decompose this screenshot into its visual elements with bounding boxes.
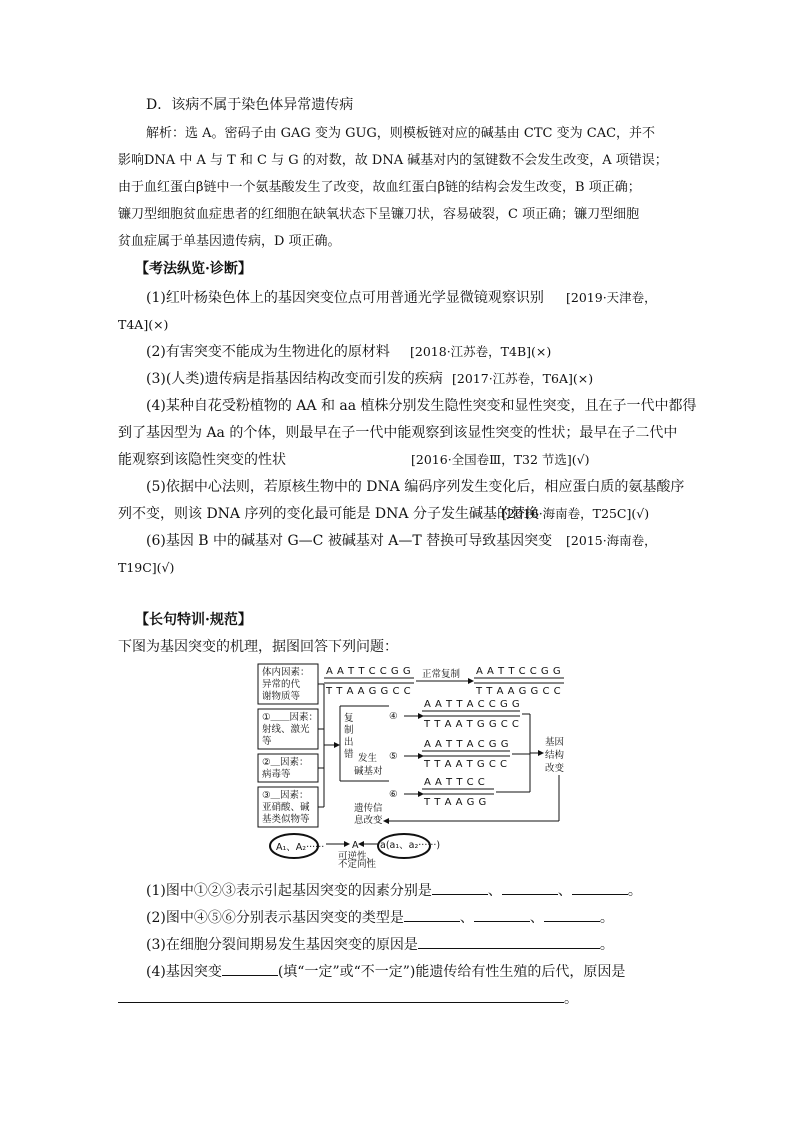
q4-blank-2[interactable] bbox=[118, 988, 564, 1003]
box1-line3: 谢物质等 bbox=[262, 691, 301, 702]
q4-mid: (填“一定”或“不一定”)能遗传给有性生殖的后代，原因是 bbox=[277, 964, 626, 980]
analysis-line-5: 贫血症属于单基因遗传病，D 项正确。 bbox=[118, 234, 341, 249]
normal-replication-label: 正常复制 bbox=[422, 669, 461, 680]
question-4 bbox=[146, 961, 625, 982]
rep-error-1: 复 bbox=[344, 713, 354, 724]
option-d: D．该病不属于染色体异常遗传病 bbox=[146, 97, 354, 113]
m4-top-strand: A A T T A C C G G bbox=[424, 699, 521, 710]
orig-bottom-strand: T T A A G G C C bbox=[326, 686, 412, 697]
m6-top-strand: A A T T C C bbox=[424, 777, 486, 788]
m5-top-strand: A A T T A C G G bbox=[424, 739, 509, 750]
box2-line2: 射线、激光 bbox=[262, 724, 310, 735]
q1-sep-1: 、 bbox=[487, 883, 502, 899]
q2-sep-2: 、 bbox=[529, 910, 544, 926]
num-6: ⑥ bbox=[389, 789, 398, 800]
q2-blank-1[interactable] bbox=[404, 907, 460, 922]
box1-line1: 体内因素： bbox=[262, 667, 310, 678]
center-allele: A bbox=[352, 840, 359, 851]
q1-blank-2[interactable] bbox=[502, 880, 558, 895]
item-6-cite: [2015·海南卷， bbox=[566, 533, 657, 548]
question-4-cont bbox=[118, 988, 578, 1009]
item-5-cite: [2016·海南卷，T25C](√) bbox=[502, 506, 650, 521]
item-4-cite: [2016·全国卷Ⅲ，T32 节选](√) bbox=[411, 452, 590, 467]
question-3 bbox=[146, 934, 614, 955]
item-1-text: (1)红叶杨染色体上的基因突变位点可用普通光学显微镜观察识别 bbox=[146, 290, 544, 306]
q2-prefix: (2)图中④⑤⑥分别表示基因突变的类型是 bbox=[146, 910, 404, 926]
pair-change-2: 碱基对 bbox=[354, 766, 383, 777]
struct-change-2: 结构 bbox=[545, 750, 565, 761]
q4-blank-1[interactable] bbox=[222, 961, 278, 976]
q3-end: 。 bbox=[599, 937, 614, 953]
left-cycle-label: A₁、A₂······ bbox=[276, 842, 325, 853]
pair-change-1: 发生 bbox=[358, 753, 378, 764]
m5-bottom-strand: T T A A T G C C bbox=[424, 759, 508, 770]
item-5-line-2: 列不变，则该 DNA 序列的变化最可能是 DNA 分子发生碱基的替换 bbox=[118, 506, 539, 522]
m4-bottom-strand: T T A A T G G C C bbox=[424, 719, 520, 730]
q4-end: 。 bbox=[564, 991, 578, 1007]
q4-prefix: (4)基因突变 bbox=[146, 964, 222, 980]
struct-change-1: 基因 bbox=[545, 737, 565, 748]
copy-top-strand: A A T T C C G G bbox=[476, 666, 562, 677]
item-4-line-2: 到了基因型为 Aa 的个体，则最早在子一代中能观察到该显性突变的性状；最早在子二代中 bbox=[118, 425, 678, 441]
rep-error-3: 出 bbox=[344, 737, 354, 748]
item-3-cite: [2017·江苏卷，T6A](×) bbox=[452, 371, 594, 386]
box2-line1: ①＿＿因素： bbox=[262, 712, 319, 723]
right-cycle-label: a(a₁、a₂······) bbox=[380, 840, 441, 851]
info-change-2: 息改变 bbox=[354, 815, 383, 826]
item-5-line-1: (5)依据中心法则，若原核生物中的 DNA 编码序列发生变化后，相应蛋白质的氨基酸序 bbox=[146, 479, 685, 495]
rep-error-4: 错 bbox=[344, 749, 354, 760]
question-2 bbox=[146, 907, 614, 928]
analysis-line-2: 影响DNA 中 A 与 T 和 C 与 G 的对数，故 DNA 碱基对内的氢键数不会发生改变，A 项错误； bbox=[118, 153, 668, 168]
q1-blank-1[interactable] bbox=[432, 880, 488, 895]
question-1 bbox=[146, 880, 642, 901]
item-6-cite-cont: T19C](√) bbox=[118, 560, 175, 575]
num-4: ④ bbox=[389, 711, 398, 722]
item-2-text: (2)有害突变不能成为生物进化的原材料 bbox=[146, 344, 390, 360]
item-2-cite: [2018·江苏卷，T4B](×) bbox=[410, 344, 552, 359]
analysis-line-1: 解析：选 A。密码子由 GAG 变为 GUG，则模板链对应的碱基由 CTC 变为 CAC，并不 bbox=[146, 126, 656, 141]
q2-end: 。 bbox=[599, 910, 614, 926]
rep-error-2: 制 bbox=[344, 725, 354, 736]
analysis-line-3: 由于血红蛋白β链中一个氨基酸发生了改变，故血红蛋白β链的结构会发生改变，B 项正确； bbox=[118, 180, 641, 195]
reversible-2: 不定向性 bbox=[338, 859, 377, 870]
box4-line2: 亚硝酸、碱 bbox=[262, 802, 310, 813]
copy-bottom-strand: T T A A G G C C bbox=[476, 686, 562, 697]
q1-blank-3[interactable] bbox=[572, 880, 628, 895]
q3-prefix: (3)在细胞分裂间期易发生基因突变的原因是 bbox=[146, 937, 418, 953]
item-4-line-1: (4)某种自花受粉植物的 AA 和 aa 植株分别发生隐性突变和显性突变，且在子一代中都得 bbox=[146, 398, 697, 414]
box4-line3: 基类似物等 bbox=[262, 814, 310, 825]
section-title-diagnosis: 【考法纵览·诊断】 bbox=[135, 261, 252, 277]
gene-mutation-diagram bbox=[254, 661, 586, 861]
reversible-1: 可逆性、 bbox=[338, 851, 377, 861]
q1-end: 。 bbox=[627, 883, 642, 899]
box2-line3: 等 bbox=[262, 736, 272, 747]
item-1-cite-cont: T4A](×) bbox=[118, 317, 169, 332]
m6-bottom-strand: T T A A G G bbox=[424, 797, 487, 808]
item-6-text: (6)基因 B 中的碱基对 G—C 被碱基对 A—T 替换可导致基因突变 bbox=[146, 533, 553, 549]
q2-blank-2[interactable] bbox=[474, 907, 530, 922]
q1-prefix: (1)图中①②③表示引起基因突变的因素分别是 bbox=[146, 883, 432, 899]
diagram-intro: 下图为基因突变的机理，据图回答下列问题： bbox=[118, 639, 398, 655]
item-3-text: (3)(人类)遗传病是指基因结构改变而引发的疾病 bbox=[146, 371, 443, 387]
orig-top-strand: A A T T C C G G bbox=[326, 666, 412, 677]
item-4-line-3: 能观察到该隐性突变的性状 bbox=[118, 452, 286, 468]
q3-blank[interactable] bbox=[418, 934, 600, 949]
struct-change-3: 改变 bbox=[545, 763, 565, 774]
q2-blank-3[interactable] bbox=[544, 907, 600, 922]
q2-sep-1: 、 bbox=[459, 910, 474, 926]
q1-sep-2: 、 bbox=[557, 883, 572, 899]
box3-line2: 病毒等 bbox=[262, 769, 291, 780]
item-1-cite: [2019·天津卷， bbox=[566, 290, 657, 305]
num-5: ⑤ bbox=[389, 751, 398, 762]
info-change-1: 遗传信 bbox=[354, 803, 383, 814]
box4-line1: ③＿因素： bbox=[262, 790, 309, 801]
box1-line2: 异常的代 bbox=[262, 679, 301, 690]
section-title-practice: 【长句特训·规范】 bbox=[135, 612, 252, 628]
box3-line1: ②＿因素： bbox=[262, 757, 309, 768]
analysis-line-4: 镰刀型细胞贫血症患者的红细胞在缺氧状态下呈镰刀状，容易破裂，C 项正确；镰刀型细胞 bbox=[118, 207, 640, 222]
